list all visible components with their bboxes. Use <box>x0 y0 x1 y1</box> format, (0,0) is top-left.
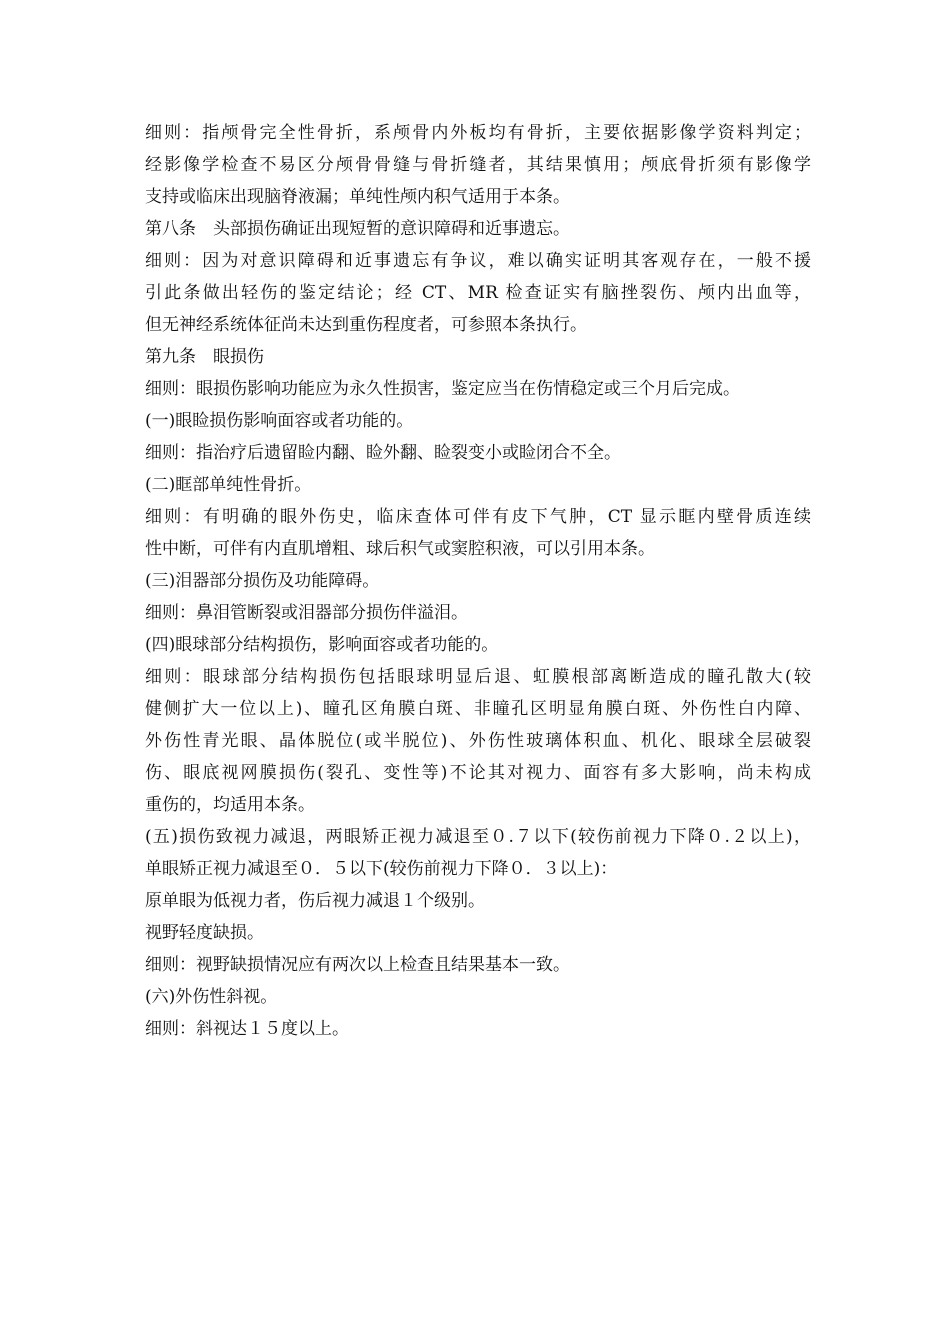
text-line: 但无神经系统体征尚未达到重伤程度者，可参照本条执行。 <box>145 315 587 335</box>
text-line: 细则：因为对意识障碍和近事遗忘有争议，难以确实证明其客观存在，一般不援 <box>145 251 811 271</box>
paragraph-item-6-detail <box>145 1013 811 1045</box>
paragraph-visual-field-detail <box>145 949 811 981</box>
article-9-heading <box>145 341 811 373</box>
text-line: 引此条做出轻伤的鉴定结论；经 CT、MR 检查证实有脑挫裂伤、颅内出血等， <box>145 283 811 303</box>
text-line: 性中断，可伴有内直肌增粗、球后积气或窦腔积液，可以引用本条。 <box>145 539 655 559</box>
item-4-heading <box>145 629 811 661</box>
text-line: 伤、眼底视网膜损伤(裂孔、变性等)不论其对视力、面容有多大影响，尚未构成 <box>145 763 811 783</box>
text-line: (六)外伤性斜视。 <box>145 987 278 1007</box>
text-line: (二)眶部单纯性骨折。 <box>145 475 312 495</box>
text-line: (四)眼球部分结构损伤，影响面容或者功能的。 <box>145 635 499 655</box>
text-line: (三)泪器部分损伤及功能障碍。 <box>145 571 380 591</box>
text-line: 细则：眼球部分结构损伤包括眼球明显后退、虹膜根部离断造成的瞳孔散大(较 <box>145 667 811 687</box>
text-line: (一)眼睑损伤影响面容或者功能的。 <box>145 411 414 431</box>
text-line: 第八条 头部损伤确证出现短暂的意识障碍和近事遗忘。 <box>145 219 570 239</box>
text-line: 细则：斜视达１５度以上。 <box>145 1019 349 1039</box>
paragraph-skull-fracture-detail <box>145 117 811 213</box>
item-2-heading <box>145 469 811 501</box>
paragraph-item-2-detail <box>145 501 811 565</box>
text-line: 健侧扩大一位以上)、瞳孔区角膜白斑、非瞳孔区明显角膜白斑、外伤性白内障、 <box>145 699 811 719</box>
paragraph-item-3-detail <box>145 597 811 629</box>
paragraph-item-4-detail <box>145 661 811 821</box>
paragraph-eye-injury-detail <box>145 373 811 405</box>
text-line: 重伤的，均适用本条。 <box>145 795 315 815</box>
text-line: 外伤性青光眼、晶体脱位(或半脱位)、外伤性玻璃体积血、机化、眼球全层破裂 <box>145 731 811 751</box>
item-1-heading <box>145 405 811 437</box>
text-line: 支持或临床出现脑脊液漏；单纯性颅内积气适用于本条。 <box>145 187 570 207</box>
item-3-heading <box>145 565 811 597</box>
item-5-heading <box>145 821 811 885</box>
text-line: 细则：视野缺损情况应有两次以上检查且结果基本一致。 <box>145 955 570 975</box>
paragraph-item-1-detail <box>145 437 811 469</box>
text-line: 原单眼为低视力者，伤后视力减退１个级别。 <box>145 891 485 911</box>
text-line: 细则：指治疗后遗留睑内翻、睑外翻、睑裂变小或睑闭合不全。 <box>145 443 621 463</box>
text-line: 经影像学检查不易区分颅骨骨缝与骨折缝者，其结果慎用；颅底骨折须有影像学 <box>145 155 811 175</box>
text-line: 细则：眼损伤影响功能应为永久性损害，鉴定应当在伤情稳定或三个月后完成。 <box>145 379 740 399</box>
text-line: 细则：有明确的眼外伤史，临床查体可伴有皮下气肿，CT 显示眶内壁骨质连续 <box>145 507 811 527</box>
paragraph-article-8-detail <box>145 245 811 341</box>
text-line: 单眼矫正视力减退至０．５以下(较伤前视力下降０．３以上)： <box>145 859 618 879</box>
document-page <box>145 117 811 1045</box>
text-line: 视野轻度缺损。 <box>145 923 264 943</box>
text-line: (五)损伤致视力减退，两眼矫正视力减退至０.７以下(较伤前视力下降０.２以上)， <box>145 827 811 847</box>
paragraph-low-vision <box>145 885 811 917</box>
paragraph-visual-field <box>145 917 811 949</box>
text-line: 细则：指颅骨完全性骨折，系颅骨内外板均有骨折，主要依据影像学资料判定； <box>145 123 811 143</box>
item-6-heading <box>145 981 811 1013</box>
text-line: 第九条 眼损伤 <box>145 347 264 367</box>
article-8-heading <box>145 213 811 245</box>
text-line: 细则：鼻泪管断裂或泪器部分损伤伴溢泪。 <box>145 603 468 623</box>
